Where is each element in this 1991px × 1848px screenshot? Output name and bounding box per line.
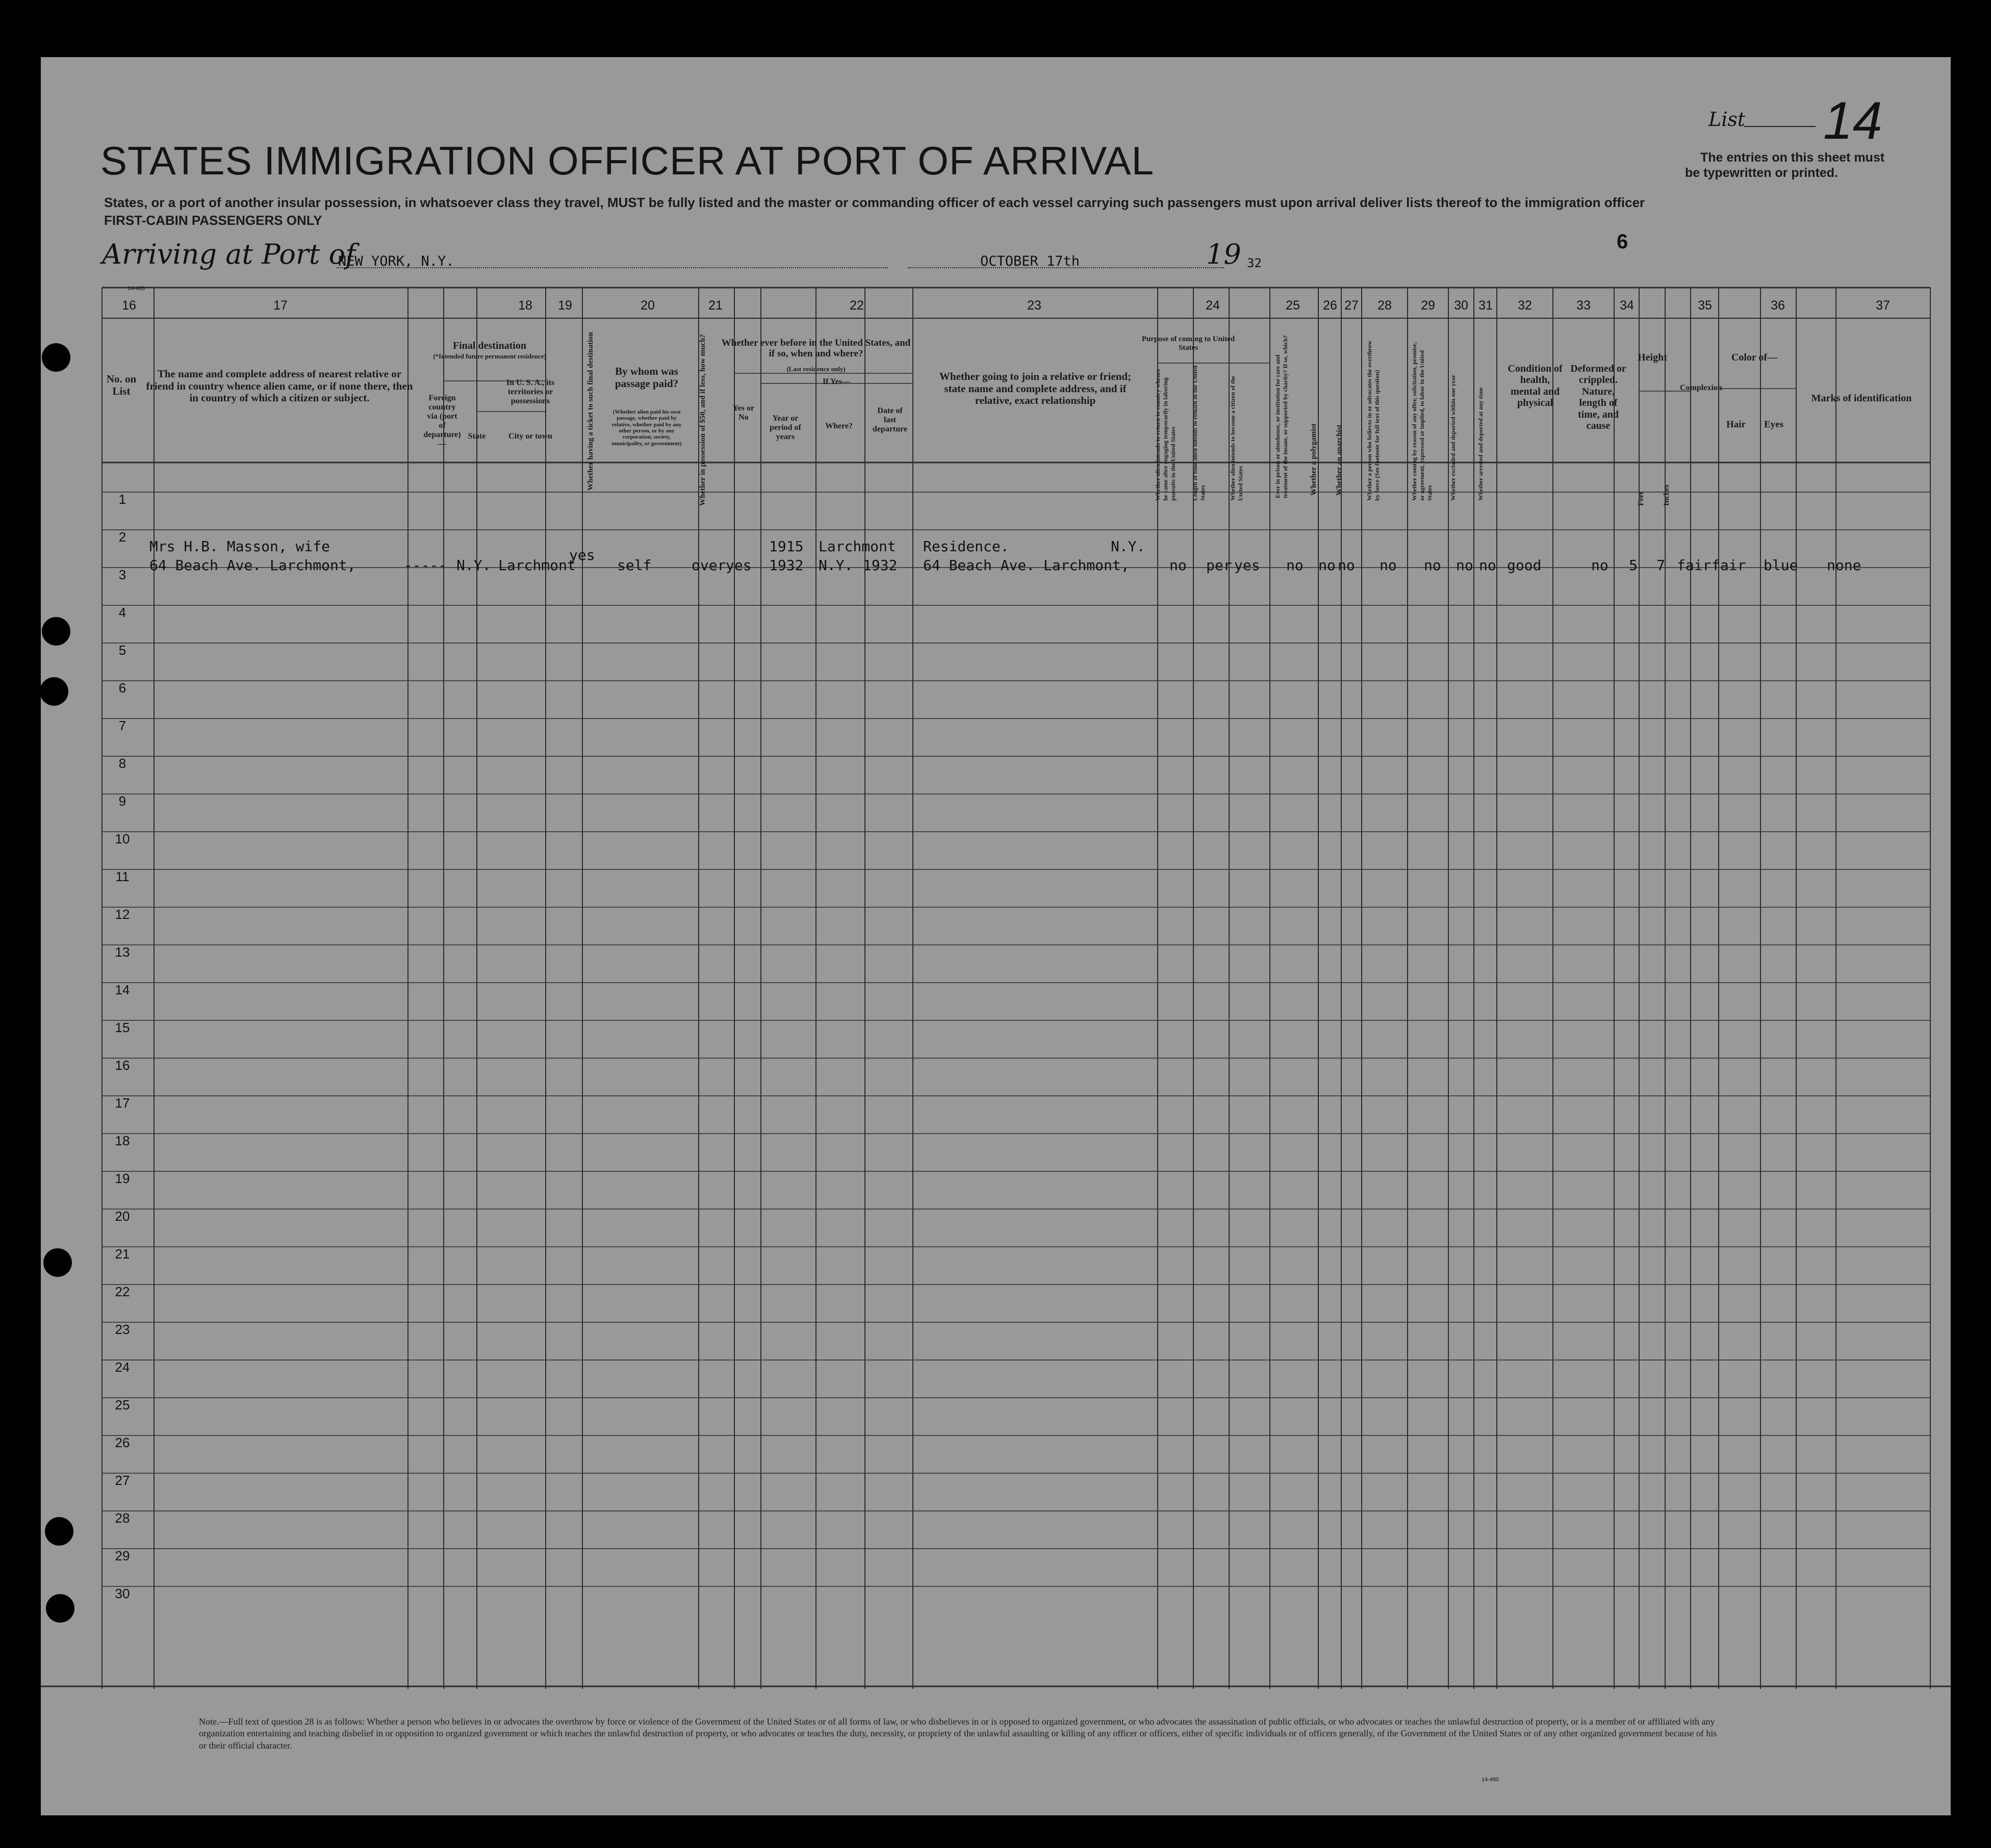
binder-hole	[43, 1248, 72, 1277]
row-number: 23	[115, 1322, 130, 1337]
page-title: STATES IMMIGRATION OFFICER AT PORT OF ARRIVAL	[100, 138, 1155, 183]
binder-hole	[40, 677, 68, 706]
year-suffix: 32	[1247, 256, 1262, 270]
entry-excluded: no	[1456, 557, 1473, 574]
col25-header: Ever in prison or almshouse, or institution for care and treatment of the insane, or supported by charity? If so, which?	[1274, 335, 1289, 498]
entry-ticket: yes	[569, 547, 595, 563]
row-number: 14	[115, 982, 130, 997]
column-number: 21	[708, 298, 723, 313]
col18-state: State	[468, 432, 486, 441]
col28-header: Whether a person who believes in or advocates the overthrow by force (See footnote for full text of this question)	[1366, 340, 1381, 501]
entry-address: 64 Beach Ave. Larchmont,	[149, 557, 356, 574]
col18-city: City or town	[508, 432, 552, 441]
entry-passage-paid: self	[617, 557, 652, 574]
entry-joining-state: N.Y.	[1111, 538, 1145, 555]
col18-usa: In U. S. A., its territories or possessions	[506, 378, 555, 405]
row-number: 24	[115, 1359, 130, 1375]
row-number: 15	[115, 1020, 130, 1035]
col22-years: Year or period of years	[770, 414, 801, 441]
row-number: 28	[115, 1510, 130, 1526]
entry-last-departure: 1932	[863, 557, 898, 574]
footnote: Note.—Full text of question 28 is as follows: Whether a person who believes in or advocates the overthrow by force or violence of the Government of the United States or of all forms of law, or who disbelieves in or is opposed to organized government, or who advocates the assassination of public officials, or who advocates or teaches the unlawful destruction of property, or is a member of or affiliated with any organization entertaining and teaching disbelief in or opposition to organized government or which teaches the unlawful destruction of property, or who advocates or teaches the duty, necessity, or propriety of the unlawful assaulting or killing of any officer or officers, either of specific individuals or of officers generally, of the Government of the United States or of any other organized government because of his or their official character.	[199, 1716, 1717, 1751]
port-value: NEW YORK, N.Y.	[338, 253, 454, 269]
col23-header: Whether going to join a relative or friend; state name and complete address, and if relative, exact relationship	[939, 370, 1132, 407]
column-number: 30	[1454, 298, 1468, 313]
col36-hair: Hair	[1726, 419, 1746, 430]
column-number: 31	[1478, 298, 1493, 313]
col24-title: Purpose of coming to United States	[1141, 335, 1235, 352]
row-number: 27	[115, 1473, 130, 1488]
row-number: 10	[115, 831, 130, 846]
row-number: 25	[115, 1397, 130, 1413]
row-number: 29	[115, 1548, 130, 1563]
column-number: 33	[1576, 298, 1591, 313]
column-number: 17	[273, 298, 288, 313]
form-code-top: 14-480	[127, 286, 145, 292]
entry-polygamist: no	[1318, 557, 1336, 574]
column-number: 35	[1698, 298, 1712, 313]
row-number: 20	[115, 1209, 130, 1224]
col22-where: Where?	[825, 422, 853, 430]
row-number: 5	[118, 643, 126, 658]
column-number: 28	[1377, 298, 1392, 313]
row-number: 12	[115, 907, 130, 922]
binder-hole	[45, 1517, 73, 1546]
row-number: 6	[118, 680, 126, 696]
column-number: 26	[1323, 298, 1337, 313]
col22-yesno: Yes or No	[732, 404, 755, 422]
row-number: 30	[115, 1586, 130, 1601]
row-number: 21	[115, 1246, 130, 1262]
row-number: 11	[115, 869, 130, 884]
entry-become-citizen: yes	[1234, 557, 1260, 574]
col22-sub: (Last residence only)	[786, 365, 846, 373]
row-number: 7	[118, 718, 126, 733]
entry-health: good	[1507, 557, 1542, 574]
entry-anarchist: no	[1338, 557, 1355, 574]
row-number: 1	[118, 492, 126, 507]
row-number: 17	[115, 1095, 130, 1111]
row-number: 8	[118, 756, 126, 771]
row-number: 22	[115, 1284, 130, 1299]
page-marker: 6	[1617, 230, 1628, 253]
entry-marks: none	[1827, 557, 1861, 574]
entry-city: Larchmont	[498, 557, 576, 574]
col34-title: Height	[1638, 352, 1667, 363]
col30-header: Whether excluded and deported within one year	[1449, 374, 1457, 501]
entries-note: The entries on this sheet must	[1700, 150, 1885, 165]
entry-where-1: Larchmont	[819, 538, 896, 555]
list-number: 14	[1823, 91, 1882, 150]
column-number: 18	[518, 298, 532, 313]
col18-sub: (*Intended future permanent residence)	[433, 352, 546, 360]
entry-feet: 5	[1629, 557, 1638, 574]
entry-where-2: N.Y.	[819, 557, 853, 574]
col27-header: Whether an anarchist	[1335, 424, 1343, 496]
col17-header: The name and complete address of nearest relative or friend in country whence alien came, or if none there, then in country of which a citizen or subject.	[146, 368, 413, 404]
col24-b: Length of time alien intends to remain in the United States	[1191, 365, 1206, 501]
entry-eyes: blue	[1764, 557, 1798, 574]
col20-header: By whom was passage paid?	[615, 365, 679, 390]
intro-text: States, or a port of another insular possession, in whatsoever class they travel, MUST be fully listed and the master or commanding officer of each vessel carrying such passengers must upon arrival deliver lists thereof to the immigration officer	[104, 195, 1645, 210]
row-number: 18	[115, 1133, 130, 1148]
entry-length-of-stay: per	[1206, 557, 1232, 574]
entry-name: Mrs H.B. Masson, wife	[149, 538, 330, 555]
column-number: 29	[1421, 298, 1435, 313]
col36-eyes: Eyes	[1764, 419, 1783, 430]
col19-header: Whether having a ticket to such final destination	[586, 332, 595, 491]
col29-header: Whether coming by reason of any offer, solicitation, promise, or agreement, expressed or implied, to labor in the United States	[1411, 342, 1433, 501]
entry-joining-1: Residence.	[923, 538, 1009, 555]
column-number: 27	[1344, 298, 1359, 313]
column-number: 25	[1286, 298, 1300, 313]
col22-title: Whether ever before in the United States, and if so, when and where?	[721, 338, 911, 360]
col16-header: No. on List	[106, 373, 137, 397]
col33-header: Deformed or crippled. Nature, length of time, and cause	[1570, 363, 1626, 431]
binder-hole	[42, 343, 70, 372]
class-label: FIRST-CABIN PASSENGERS ONLY	[104, 213, 322, 228]
col22-date: Date of last departure	[872, 406, 908, 433]
column-number: 24	[1206, 298, 1220, 313]
col22-ifyes: If Yes—	[822, 377, 851, 386]
entry-money: over	[692, 557, 726, 574]
column-number: 37	[1876, 298, 1890, 313]
list-underline	[1744, 126, 1816, 127]
row-number: 19	[115, 1171, 130, 1186]
entry-years-1: 1915	[769, 538, 804, 555]
col34-inches: Inches	[1663, 484, 1671, 506]
col18-foreign: Foreign country via (port of departure)—	[423, 394, 461, 448]
column-number: 36	[1771, 298, 1785, 313]
column-number: 19	[558, 298, 572, 313]
column-number: 22	[850, 298, 864, 313]
form-code-bottom: 14-480	[1482, 1777, 1499, 1783]
entry-complexion: fair	[1677, 557, 1712, 574]
col31-header: Whether arrested and deported at any time	[1477, 387, 1484, 501]
col36-title: Color of—	[1731, 352, 1778, 363]
col34-feet: Feet	[1637, 492, 1645, 506]
column-number: 23	[1027, 298, 1041, 313]
col21-header: Whether in possession of $50, and if less, how much?	[699, 334, 707, 506]
entries-note-2: be typewritten or printed.	[1685, 166, 1839, 180]
col24-c: Whether alien intends to become a citizen of the United States	[1229, 375, 1244, 501]
row-number: 9	[118, 793, 126, 809]
list-label: List	[1708, 108, 1746, 131]
col20-sub: (Whether alien paid his own passage, whether paid by relative, whether paid by any other person, or by any corporation, society, municipality, or government)	[611, 409, 682, 447]
entry-years-2: 1932	[769, 557, 804, 574]
entry-labor-offer: no	[1424, 557, 1441, 574]
binder-hole	[42, 617, 70, 646]
entry-inches: 7	[1656, 557, 1665, 574]
grid-lines	[41, 57, 1951, 1815]
entry-foreign-country: -----	[404, 557, 447, 574]
row-number: 13	[115, 944, 130, 960]
manifest-sheet	[41, 57, 1951, 1815]
year-prefix: 19	[1206, 238, 1241, 270]
entry-prison: no	[1286, 557, 1304, 574]
col35-header: Complexion	[1680, 383, 1722, 392]
row-number: 16	[115, 1058, 130, 1073]
entry-hair: fair	[1712, 557, 1746, 574]
row-number: 4	[118, 605, 126, 620]
column-number: 20	[641, 298, 655, 313]
entry-been-before: yes	[726, 557, 752, 574]
entry-deported: no	[1479, 557, 1496, 574]
col24-a: Whether alien intends to return to country whence he came after engaging temporarily in laboring pursuits in the United States	[1154, 368, 1177, 501]
entry-state: N.Y.	[456, 557, 491, 574]
entry-deformed: no	[1591, 557, 1609, 574]
row-number: 2	[118, 529, 126, 545]
col37-header: Marks of identification	[1811, 393, 1912, 404]
entry-intends-return: no	[1169, 557, 1187, 574]
arriving-label: Arriving at Port of	[102, 238, 356, 270]
column-number: 16	[122, 298, 136, 313]
column-number: 34	[1620, 298, 1634, 313]
col32-header: Condition of health, mental and physical	[1508, 363, 1563, 409]
date-value: OCTOBER 17th	[980, 253, 1080, 269]
row-number: 26	[115, 1435, 130, 1450]
entry-joining-2: 64 Beach Ave. Larchmont,	[923, 557, 1130, 574]
entry-overthrow: no	[1380, 557, 1397, 574]
column-number: 32	[1518, 298, 1532, 313]
col18-title: Final destination	[453, 340, 526, 351]
binder-hole	[46, 1594, 74, 1623]
row-number: 3	[118, 567, 126, 582]
col26-header: Whether a polygamist	[1310, 423, 1318, 496]
